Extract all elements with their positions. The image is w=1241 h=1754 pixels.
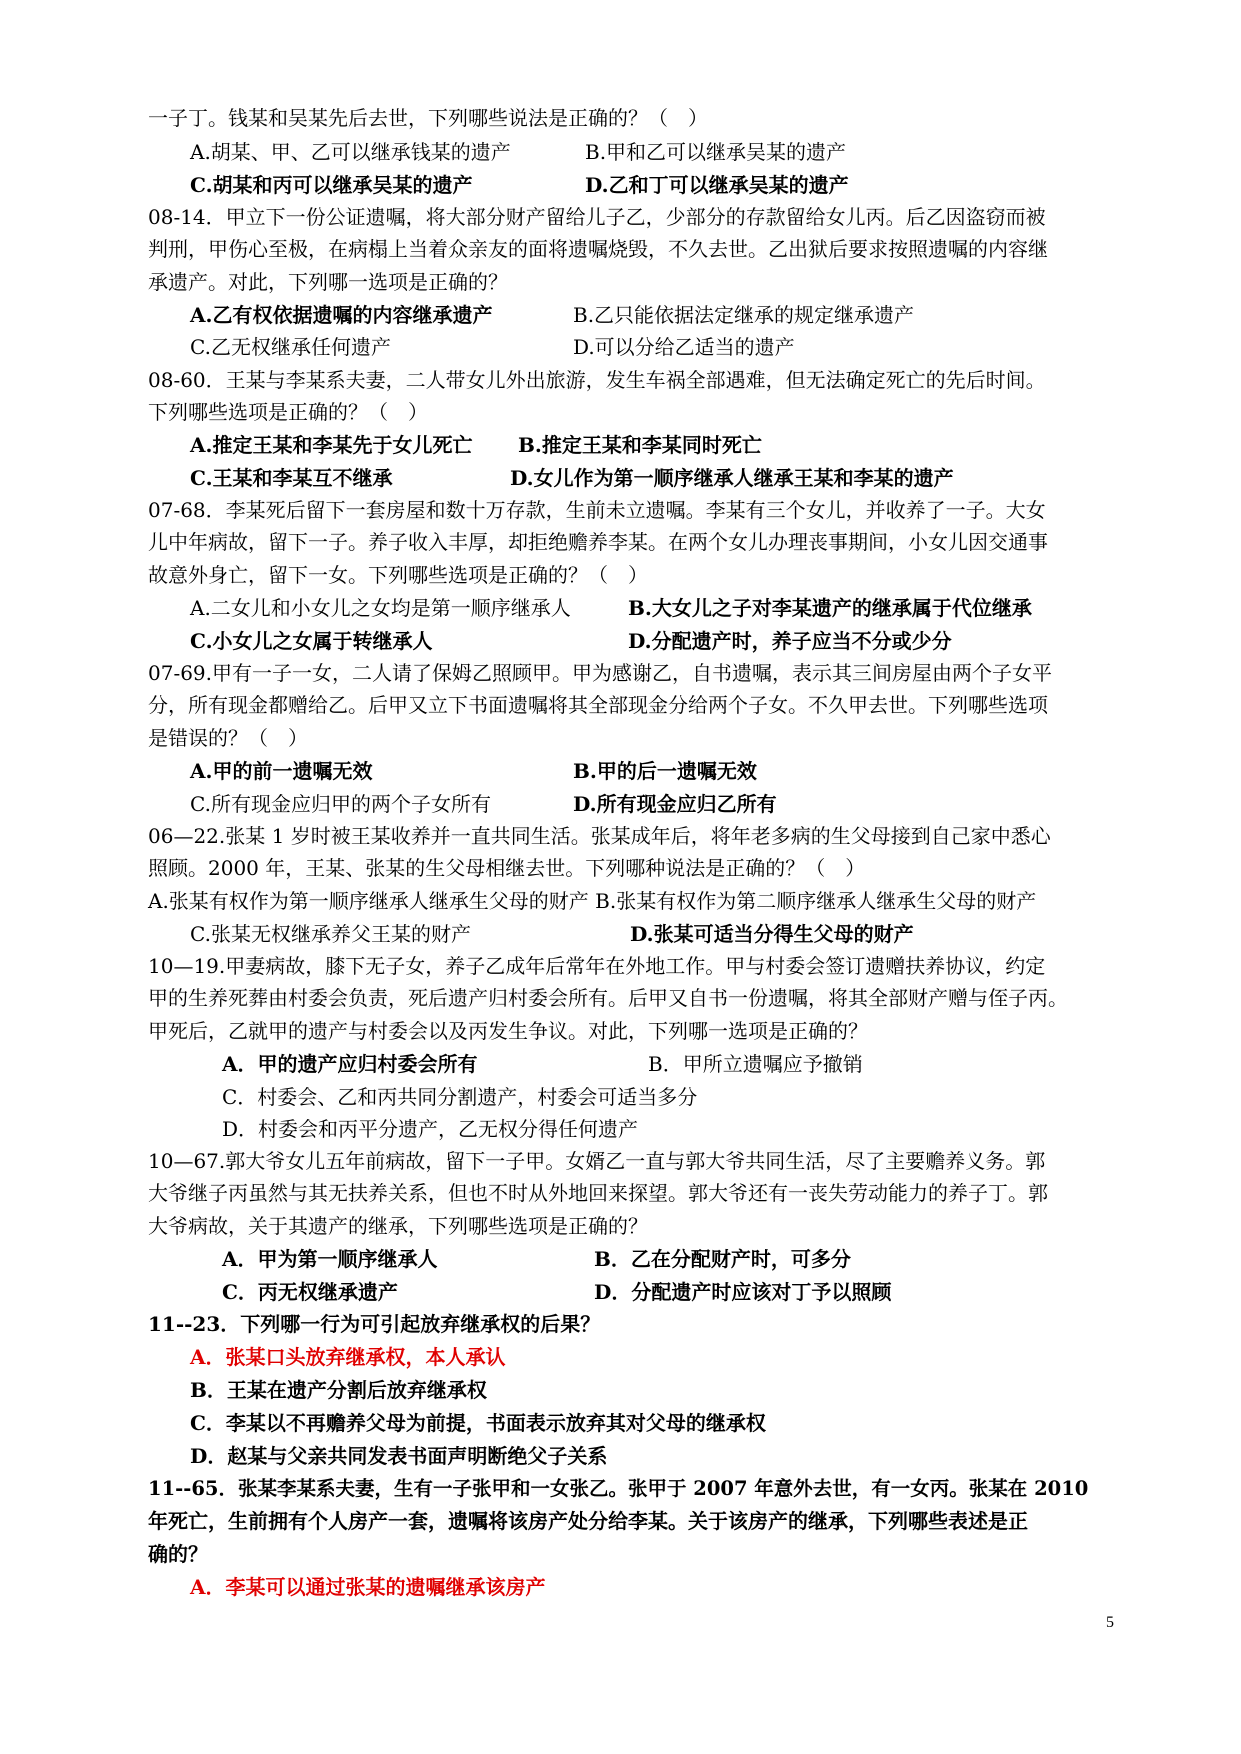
option-line: C.胡某和丙可以继承吴某的遗产 — [190, 173, 473, 197]
option-line: C．李某以不再赡养父母为前提，书面表示放弃其对父母的继承权 — [190, 1411, 766, 1435]
option-line: D.张某可适当分得生父母的财产 — [630, 922, 914, 946]
question-line: 是错误的？（ ） — [148, 726, 308, 750]
question-line: 11--23．下列哪一行为可引起放弃继承权的后果？ — [148, 1312, 601, 1336]
question-line: 照顾。2000 年，王某、张某的生父母相继去世。下列哪种说法是正确的？（ ） — [148, 856, 866, 880]
question-line: 下列哪些选项是正确的？（ ） — [148, 400, 428, 424]
option-line: A.乙有权依据遗嘱的内容继承遗产 — [190, 303, 493, 327]
option-line: D.所有现金应归乙所有 — [573, 792, 777, 816]
question-line: 故意外身亡，留下一女。下列哪些选项是正确的？（ ） — [148, 563, 648, 587]
option-line: B．乙在分配财产时，可多分 — [594, 1247, 851, 1271]
question-line: 07-69.甲有一子一女，二人请了保姆乙照顾甲。甲为感谢乙，自书遗嘱，表示其三间房屋由两个子女平 — [148, 661, 1053, 685]
question-line: 06—22.张某 1 岁时被王某收养并一直共同生活。张某成年后，将年老多病的生父母接到自己家中悉心 — [148, 824, 1051, 848]
question-line: 10—67.郭大爷女儿五年前病故，留下一子甲。女婿乙一直与郭大爷共同生活，尽了主要赡养义务。郭 — [148, 1149, 1046, 1173]
option-line: B.大女儿之子对李某遗产的继承属于代位继承 — [628, 596, 1032, 620]
option-line: C.所有现金应归甲的两个子女所有 — [190, 792, 491, 816]
option-line: C．丙无权继承遗产 — [222, 1280, 398, 1304]
question-line: 07-68．李某死后留下一套房屋和数十万存款，生前未立遗嘱。李某有三个女儿，并收养了一子。大女 — [148, 498, 1046, 522]
option-line: C．村委会、乙和丙共同分割遗产，村委会可适当多分 — [222, 1085, 698, 1109]
option-line: B.推定王某和李某同时死亡 — [518, 433, 762, 457]
page-number: 5 — [1106, 1614, 1114, 1631]
question-line: 确的？ — [148, 1542, 208, 1566]
option-line: D．村委会和丙平分遗产，乙无权分得任何遗产 — [222, 1117, 639, 1141]
option-line: D．赵某与父亲共同发表书面声明断绝父子关系 — [190, 1444, 608, 1468]
option-line: B．甲所立遗嘱应予撤销 — [648, 1052, 863, 1076]
question-line: 分，所有现金都赠给乙。后甲又立下书面遗嘱将其全部现金分给两个子女。不久甲去世。下列哪些选项 — [148, 693, 1048, 717]
option-line: D．分配遗产时应该对丁予以照顾 — [594, 1280, 892, 1304]
question-line: 08-14．甲立下一份公证遗嘱，将大部分财产留给儿子乙，少部分的存款留给女儿丙。后乙因盗窃而被 — [148, 205, 1046, 229]
option-line: C.小女儿之女属于转继承人 — [190, 629, 433, 653]
question-line: 11--65．张某李某系夫妻，生有一子张甲和一女张乙。张甲于 2007 年意外去世，有一女丙。张某在 2010 — [148, 1477, 1089, 1500]
option-line: B．王某在遗产分割后放弃继承权 — [190, 1378, 487, 1402]
option-line: D.可以分给乙适当的遗产 — [573, 335, 795, 359]
option-line: D.女儿作为第一顺序继承人继承王某和李某的遗产 — [510, 466, 954, 490]
option-line: C.乙无权继承任何遗产 — [190, 335, 391, 359]
option-line: A．甲的遗产应归村委会所有 — [222, 1052, 478, 1076]
option-line: C.张某无权继承养父王某的财产 — [190, 922, 471, 946]
option-line: A.推定王某和李某先于女儿死亡 — [190, 433, 473, 457]
option-line: D.分配遗产时，养子应当不分或少分 — [628, 629, 952, 653]
question-line: 承遗产。对此，下列哪一选项是正确的？ — [148, 270, 508, 294]
option-line: A．甲为第一顺序继承人 — [222, 1247, 438, 1271]
option-line: B.乙只能依据法定继承的规定继承遗产 — [573, 303, 915, 327]
option-line: A.张某有权作为第一顺序继承人继承生父母的财产 B.张某有权作为第二顺序继承人继承生父母的财产 — [148, 889, 1037, 913]
question-line: 判刑，甲伤心至极，在病榻上当着众亲友的面将遗嘱烧毁，不久去世。乙出狱后要求按照遗嘱的内容继 — [148, 237, 1048, 261]
question-line: 大爷继子丙虽然与其无扶养关系，但也不时从外地回来探望。郭大爷还有一丧失劳动能力的养子丁。郭 — [148, 1181, 1048, 1205]
question-line: 儿中年病故，留下一子。养子收入丰厚，却拒绝赡养李某。在两个女儿办理丧事期间，小女儿因交通事 — [148, 530, 1048, 554]
option-line: C.王某和李某互不继承 — [190, 466, 393, 490]
question-line: 10—19.甲妻病故，膝下无子女，养子乙成年后常年在外地工作。甲与村委会签订遗赠扶养协议，约定 — [148, 954, 1046, 978]
question-line: 大爷病故，关于其遗产的继承，下列哪些选项是正确的？ — [148, 1214, 648, 1238]
option-line: D.乙和丁可以继承吴某的遗产 — [585, 173, 849, 197]
question-line: 年死亡，生前拥有个人房产一套，遗嘱将该房产处分给李某。关于该房产的继承，下列哪些表述是正 — [148, 1509, 1028, 1533]
question-line: 甲死后，乙就甲的遗产与村委会以及丙发生争议。对此，下列哪一选项是正确的？ — [148, 1019, 868, 1043]
option-line: B.甲和乙可以继承吴某的遗产 — [585, 140, 847, 164]
answer-line: A．张某口头放弃继承权，本人承认 — [190, 1345, 506, 1369]
question-line: 08-60．王某与李某系夫妻，二人带女儿外出旅游，发生车祸全部遇难，但无法确定死亡的先后时间。 — [148, 368, 1046, 392]
option-line: A.甲的前一遗嘱无效 — [190, 759, 373, 783]
option-line: A.二女儿和小女儿之女均是第一顺序继承人 — [190, 596, 571, 620]
answer-line: A．李某可以通过张某的遗嘱继承该房产 — [190, 1575, 546, 1599]
option-line: B.甲的后一遗嘱无效 — [573, 759, 757, 783]
text-line: 一子丁。钱某和吴某先后去世，下列哪些说法是正确的？（ ） — [148, 106, 708, 130]
question-line: 甲的生养死葬由村委会负责，死后遗产归村委会所有。后甲又自书一份遗嘱，将其全部财产赠与侄子丙。 — [148, 986, 1068, 1010]
option-line: A.胡某、甲、乙可以继承钱某的遗产 — [190, 140, 511, 164]
